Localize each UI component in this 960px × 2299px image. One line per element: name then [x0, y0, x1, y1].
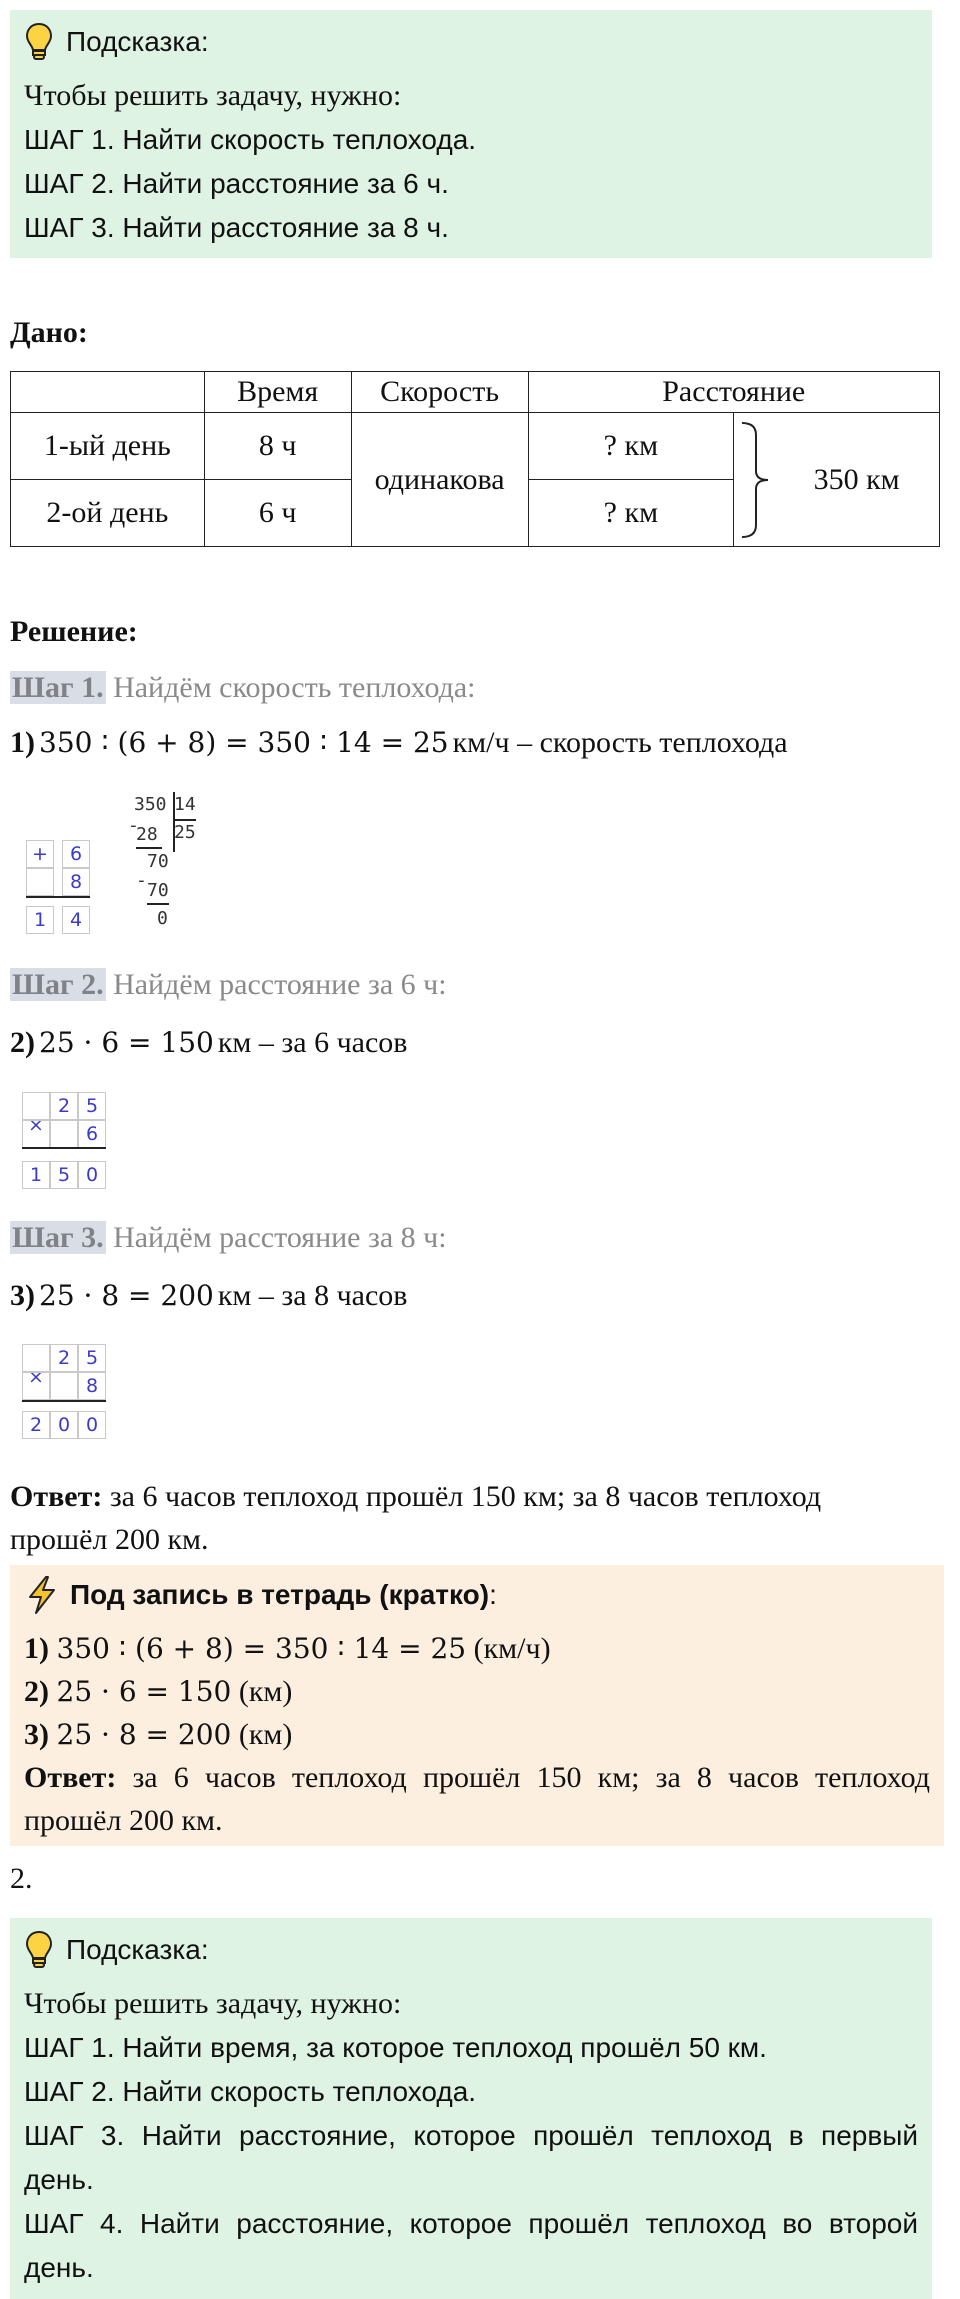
eq-expression: 25 · 8 = 200	[39, 1279, 214, 1312]
eq-unit: (км)	[238, 1718, 293, 1751]
eq-number: 2)	[10, 1026, 35, 1059]
grid-digit: 8	[62, 868, 90, 896]
eq-unit: (км)	[238, 1675, 293, 1708]
hint-step-3	[24, 2114, 918, 2202]
total-value: 350 км	[813, 462, 900, 496]
step-tag: ШАГ 3.	[24, 212, 115, 243]
note-line-3	[24, 1713, 930, 1756]
div-sub2: 70	[147, 880, 169, 901]
step-tag: ШАГ 4.	[24, 2208, 124, 2239]
distance-cell: ? км	[528, 480, 734, 547]
header-cell: Расстояние	[528, 372, 940, 413]
hint-title: Подсказка:	[66, 1934, 209, 1965]
div-rem1: 70	[147, 851, 169, 872]
grid-digit: 6	[78, 1120, 106, 1148]
step-tag: ШАГ 1.	[24, 124, 115, 155]
div-minus: -	[136, 870, 147, 891]
eq-expression: 25 · 6 = 150	[56, 1675, 232, 1708]
answer-label: Ответ:	[24, 1761, 117, 1794]
div-sub1: 28	[136, 824, 158, 845]
item-number: 2.	[10, 1862, 33, 1895]
day-cell: 1-ый день	[11, 413, 205, 480]
step-desc: Найдём расстояние за 6 ч:	[113, 968, 447, 1001]
div-quotient: 25	[174, 822, 196, 843]
grid-digit: 2	[22, 1411, 50, 1439]
total-cell	[734, 413, 940, 547]
hint-header	[24, 18, 918, 66]
speed-cell: одинакова	[351, 413, 528, 547]
eq-expression: 350 ∶ (6 + 8) = 350 ∶ 14 = 25	[39, 726, 449, 759]
given-table	[10, 371, 940, 547]
step-text: Найти расстояние за 8 ч.	[122, 212, 449, 243]
hint-step-2	[24, 2070, 918, 2114]
grid-digit: 1	[26, 906, 54, 934]
grid-digit: 0	[78, 1161, 106, 1189]
eq-expression: 25 · 8 = 200	[56, 1718, 232, 1751]
table-row	[11, 413, 940, 480]
answer-label: Ответ:	[10, 1480, 103, 1513]
grid-digit: 5	[78, 1344, 106, 1372]
div-divisor: 14	[174, 794, 196, 815]
eq-expression: 25 · 6 = 150	[39, 1026, 214, 1059]
brace-icon	[740, 421, 774, 539]
eq-number: 1)	[24, 1632, 49, 1665]
grid-digit: 6	[62, 840, 90, 868]
hint-step-1	[24, 2026, 918, 2070]
answer-text: за 6 часов теплоход прошёл 150 км; за 8 часов теплоход прошёл 200 км.	[24, 1761, 931, 1837]
step-text: Найти расстояние, которое прошёл теплоход во второй день.	[24, 2208, 918, 2283]
hint-box	[10, 1918, 932, 2299]
hint-intro: Чтобы решить задачу, нужно:	[24, 79, 402, 112]
grid-digit: 5	[78, 1092, 106, 1120]
hint-title: Подсказка:	[66, 26, 209, 57]
grid-op: +	[26, 840, 54, 868]
eq-number: 2)	[24, 1675, 49, 1708]
step-text: Найти скорость теплохода.	[122, 124, 477, 155]
step-text: Найти время, за которое теплоход прошёл 50 км.	[122, 2032, 767, 2063]
lightbulb-icon	[24, 22, 54, 62]
step-tag: ШАГ 2.	[24, 2076, 115, 2107]
step-desc: Найдём расстояние за 8 ч:	[113, 1221, 447, 1254]
hint-step-1	[24, 118, 918, 162]
grid-digit: 0	[50, 1411, 78, 1439]
solution-label: Решение:	[10, 615, 138, 648]
div-dividend: 350	[134, 794, 167, 815]
step-tag: ШАГ 2.	[24, 168, 115, 199]
step-desc: Найдём скорость теплохода:	[113, 671, 476, 704]
step-2-equation	[10, 1026, 407, 1060]
step-tag: Шаг 3.	[12, 1221, 104, 1254]
hint-step-2	[24, 162, 918, 206]
div-rem2: 0	[157, 908, 168, 929]
time-cell: 8 ч	[204, 413, 351, 480]
answer	[10, 1475, 955, 1561]
grid-digit: 2	[50, 1344, 78, 1372]
step-text: Найти расстояние, которое прошёл теплоход в первый день.	[24, 2120, 918, 2195]
header-cell: Время	[204, 372, 351, 413]
answer-line-1: за 6 часов теплоход прошёл 150 км; за 8 часов теплоход	[109, 1480, 822, 1513]
eq-unit: км/ч – скорость теплохода	[452, 726, 788, 759]
notebook-box	[10, 1565, 944, 1846]
step-tag: Шаг 1.	[12, 671, 104, 704]
grid-digit: 4	[62, 906, 90, 934]
eq-unit: (км/ч)	[473, 1632, 551, 1665]
hint-step-4	[24, 2202, 918, 2290]
given-label: Дано:	[10, 316, 88, 349]
time-cell: 6 ч	[204, 480, 351, 547]
header-cell: Скорость	[351, 372, 528, 413]
step-tag: ШАГ 3.	[24, 2120, 125, 2151]
div-minus: -	[128, 815, 139, 836]
note-line-1	[24, 1627, 930, 1670]
eq-unit: км – за 6 часов	[217, 1026, 408, 1059]
day-cell: 2-ой день	[11, 480, 205, 547]
grid-digit: 8	[78, 1372, 106, 1400]
hint-header	[24, 1926, 918, 1974]
step-text: Найти расстояние за 6 ч.	[122, 168, 449, 199]
grid-digit: 2	[50, 1092, 78, 1120]
grid-digit: 0	[78, 1411, 106, 1439]
step-3-heading	[10, 1221, 447, 1255]
hint-step-3	[24, 206, 918, 250]
grid-op: ×	[28, 1114, 44, 1136]
notebook-title: Под запись в тетрадь (кратко)	[70, 1579, 490, 1610]
eq-number: 3)	[24, 1718, 49, 1751]
step-1-heading	[10, 671, 476, 705]
table-header-row	[11, 372, 940, 413]
grid-op: ×	[28, 1366, 44, 1388]
step-2-heading	[10, 968, 447, 1002]
hint-intro: Чтобы решить задачу, нужно:	[24, 1987, 402, 2020]
lightning-icon	[24, 1575, 60, 1615]
step-tag: Шаг 2.	[12, 968, 104, 1001]
grid-digit: 5	[50, 1161, 78, 1189]
step-tag: ШАГ 1.	[24, 2032, 115, 2063]
note-answer	[24, 1756, 930, 1842]
notebook-colon: :	[489, 1579, 497, 1610]
note-line-2	[24, 1670, 930, 1713]
lightbulb-icon	[24, 1930, 54, 1970]
eq-expression: 350 ∶ (6 + 8) = 350 ∶ 14 = 25	[56, 1632, 467, 1665]
distance-cell: ? км	[528, 413, 734, 480]
header-cell	[11, 372, 205, 413]
notebook-header	[24, 1565, 930, 1625]
step-1-equation	[10, 726, 788, 760]
answer-line-2: прошёл 200 км.	[10, 1523, 209, 1556]
eq-unit: км – за 8 часов	[217, 1279, 408, 1312]
hint-box	[10, 10, 932, 258]
eq-number: 3)	[10, 1279, 35, 1312]
grid-digit: 1	[22, 1161, 50, 1189]
step-3-equation	[10, 1279, 407, 1313]
eq-number: 1)	[10, 726, 35, 759]
step-text: Найти скорость теплохода.	[122, 2076, 477, 2107]
